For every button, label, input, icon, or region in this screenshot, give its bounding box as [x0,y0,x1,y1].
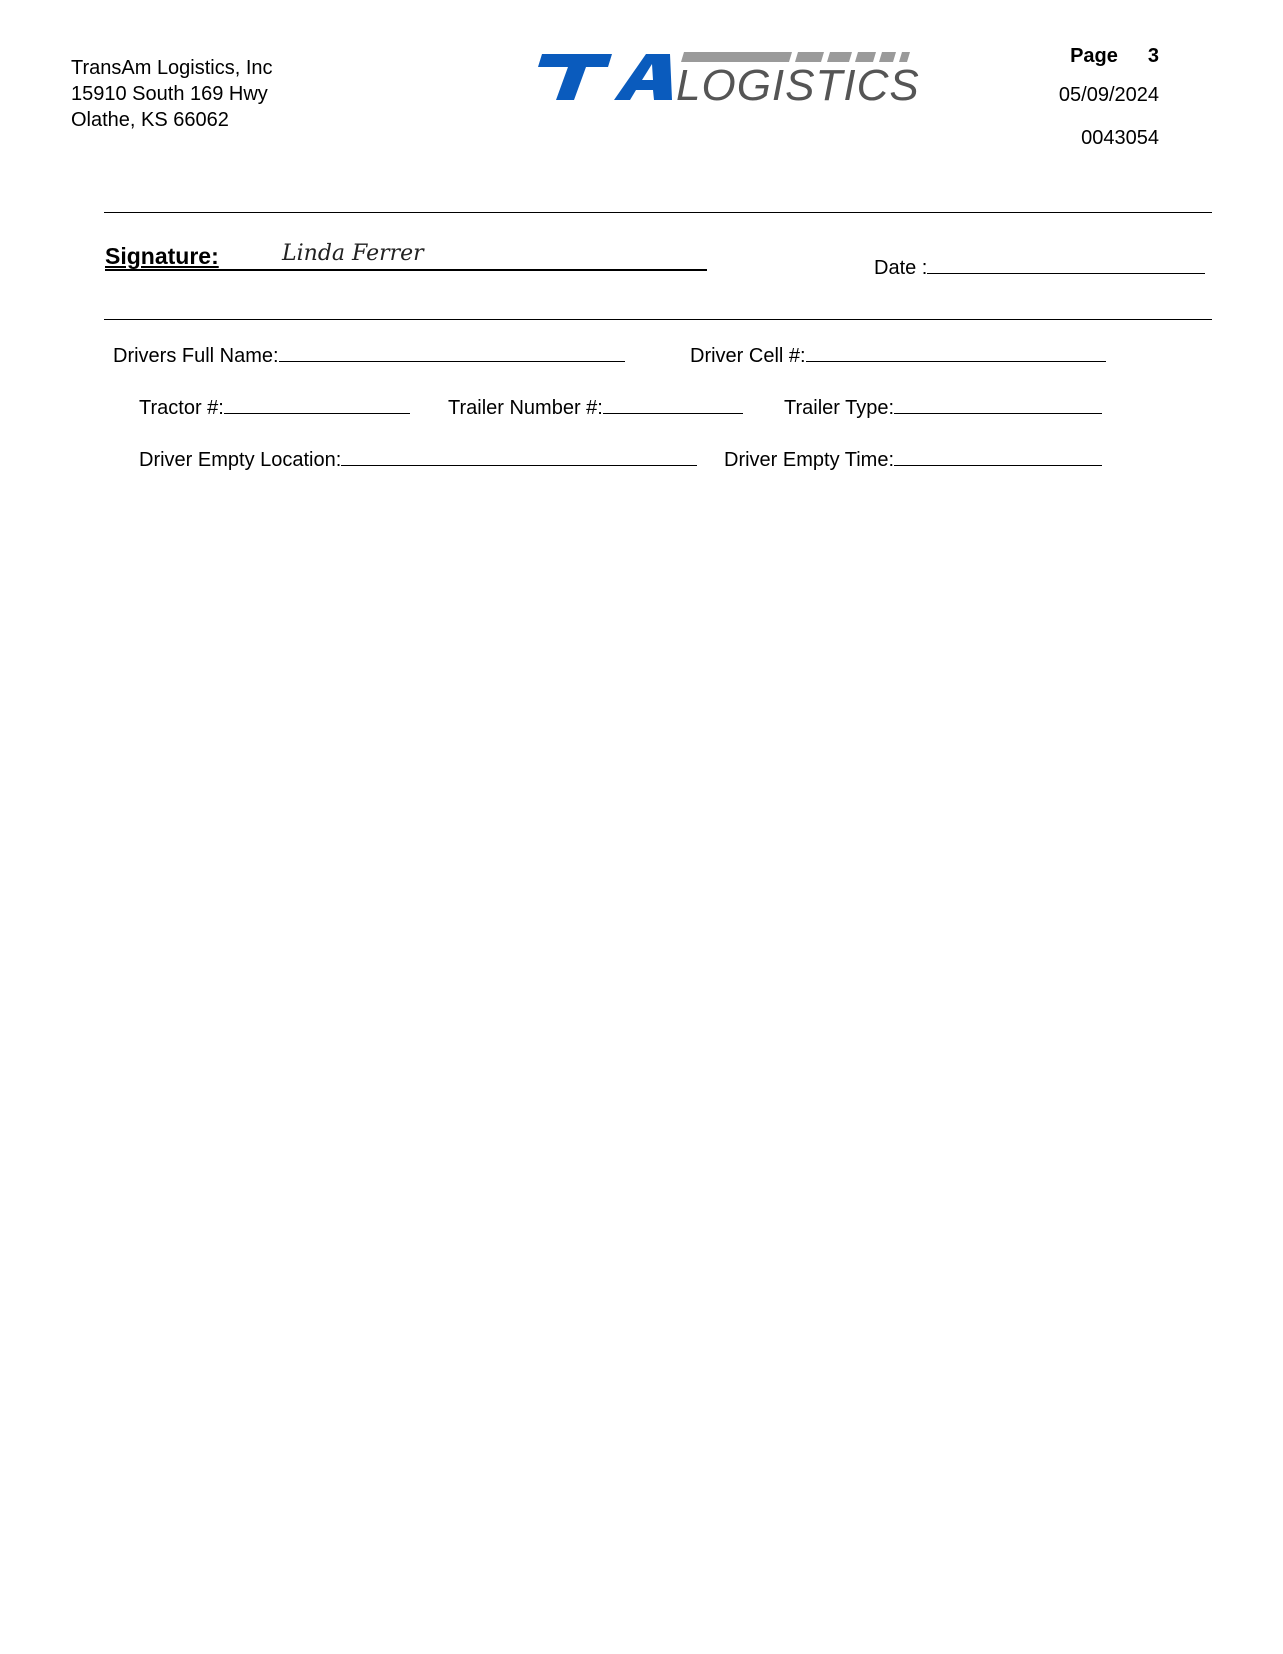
tractor-label: Tractor #: [139,397,224,419]
trailer-number-field[interactable] [448,395,743,420]
company-name: TransAm Logistics, Inc [71,57,273,79]
driver-empty-location-line[interactable] [341,447,697,466]
svg-text:LOGISTICS: LOGISTICS [676,61,920,110]
page-number: 3 [1147,45,1159,67]
driver-empty-location-field[interactable] [139,447,697,472]
trailer-type-field[interactable] [784,395,1102,420]
driver-empty-time-line[interactable] [894,447,1102,466]
driver-empty-time-label: Driver Empty Time: [724,449,895,471]
header-date: 05/09/2024 [1058,84,1159,106]
driver-empty-time-field[interactable] [724,447,1102,472]
drivers-full-name-label: Drivers Full Name: [113,345,279,367]
divider-top [104,212,1212,213]
date-field[interactable] [874,255,1205,280]
company-address-line1: 15910 South 169 Hwy [71,83,268,105]
signature-text: Linda Ferrer [282,241,424,266]
driver-empty-location-label: Driver Empty Location: [139,449,342,471]
divider-middle [104,319,1212,320]
trailer-type-label: Trailer Type: [784,397,895,419]
trailer-type-line[interactable] [894,395,1102,414]
driver-cell-field[interactable] [690,343,1106,368]
company-address-line2: Olathe, KS 66062 [71,109,229,131]
page-indicator [1070,45,1159,68]
ta-logistics-logo [534,50,920,112]
driver-cell-label: Driver Cell #: [690,345,806,367]
tractor-line[interactable] [224,395,410,414]
signature-label: Signature: [105,243,219,269]
company-address [71,55,273,133]
handwritten-signature [278,230,424,270]
trailer-number-label: Trailer Number #: [448,397,603,419]
drivers-full-name-field[interactable] [113,343,625,368]
trailer-number-line[interactable] [603,395,743,414]
tractor-field[interactable] [139,395,410,420]
drivers-full-name-line[interactable] [279,343,625,362]
date-input-line[interactable] [927,255,1205,274]
driver-cell-line[interactable] [806,343,1106,362]
page-label: Page [1070,45,1118,67]
document-number: 0043054 [1081,127,1159,149]
date-label: Date : [874,257,928,279]
